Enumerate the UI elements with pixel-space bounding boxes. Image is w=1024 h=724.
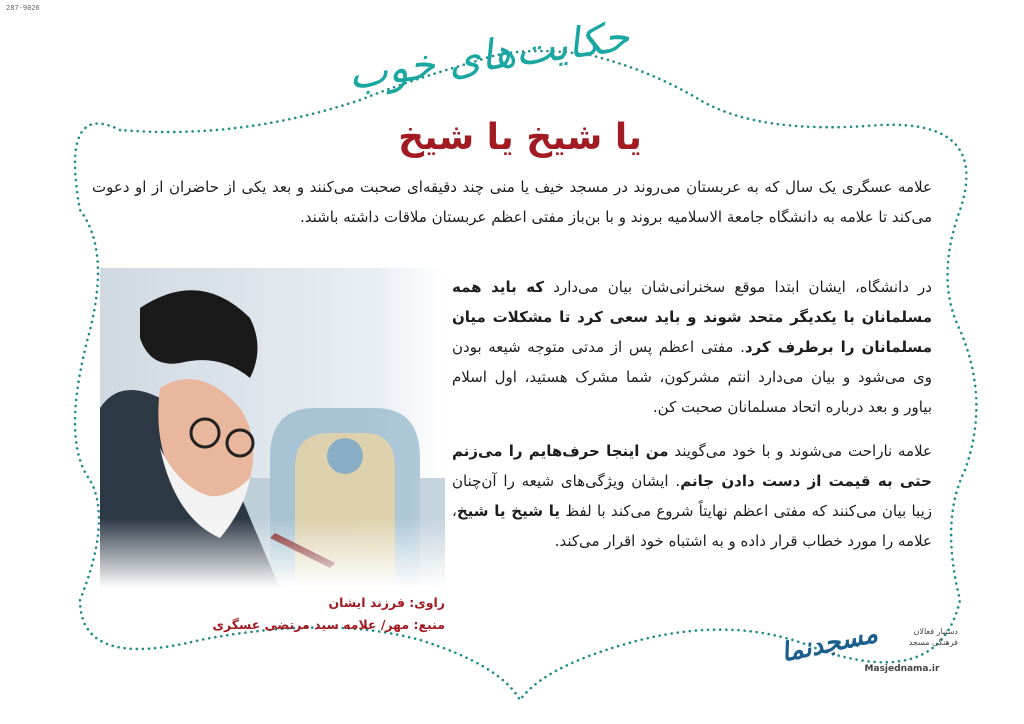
paragraph-text: . ایشان ویژگی‌های شیعه را آن‌چنان زیبا بیان می‌کنند که مفتی اعظم نهایتاً شروع می‌کند با لفظ bbox=[452, 472, 932, 520]
brand-subtitle-line: فرهنگی مسجد bbox=[908, 638, 958, 647]
paragraph-response bbox=[452, 436, 932, 556]
emphasis-ya-sheikh: یا شیخ یا شیخ bbox=[456, 502, 560, 520]
emphasis-quote: من اینجا حرف‌هایم را می‌زنم حتی به قیمت از دست دادن جانم bbox=[452, 442, 932, 490]
credits bbox=[210, 592, 445, 636]
emphasis-unity: که باید همه مسلمانان با یکدیگر متحد شوند و باید سعی کرد تا مشکلات میان مسلمانان را برطرف کرد bbox=[452, 278, 932, 356]
paragraph-text: در دانشگاه، ایشان ابتدا موقع سخنرانی‌شان بیان می‌دارد bbox=[544, 278, 932, 296]
brand-logo: مسجدنما bbox=[778, 618, 881, 669]
paragraph-text: . مفتی اعظم پس از مدتی متوجه شیعه بودن وی می‌شود و بیان می‌دارد انتم مشرکون، شما مشرک هستید، اول اسلام بیاور و بعد درباره اتحاد مسلمانان صحبت کن. bbox=[452, 338, 932, 416]
page-title: یا شیخ یا شیخ bbox=[398, 117, 642, 158]
paragraph-text: علامه ناراحت می‌شوند و با خود می‌گویند bbox=[668, 442, 932, 460]
paragraph-text: ، علامه را مورد خطاب قرار داده و به اشتباه خود اقرار می‌کند. bbox=[452, 502, 932, 550]
masjednama-brand bbox=[778, 612, 966, 682]
brand-subtitle bbox=[878, 626, 958, 648]
source-credit: منبع: مهر/ علامه سید مرتضی عسگری bbox=[212, 617, 445, 632]
paragraph-intro: علامه عسگری یک سال که به عربستان می‌روند در مسجد خیف یا منی چند دقیقه‌ای صحبت می‌کنند و بعد یکی از حاضران از او دعوت می‌کند تا علامه به دانشگاه جامعة الاسلامیه بروند و با بن‌باز مفتی اعظم عربستان ملاقات داشته باشند. bbox=[92, 178, 932, 226]
brand-url: Masjednama.ir bbox=[864, 664, 940, 674]
narrator-credit: راوی: فرزند ایشان bbox=[328, 595, 445, 610]
brand-subtitle-line: دستیار فعالان bbox=[913, 627, 958, 636]
paragraph-university bbox=[452, 272, 932, 422]
portrait-photo bbox=[100, 268, 445, 588]
document-code: 287-9026 bbox=[6, 4, 40, 12]
header-logo: حکایت‌های خوب bbox=[344, 11, 633, 100]
